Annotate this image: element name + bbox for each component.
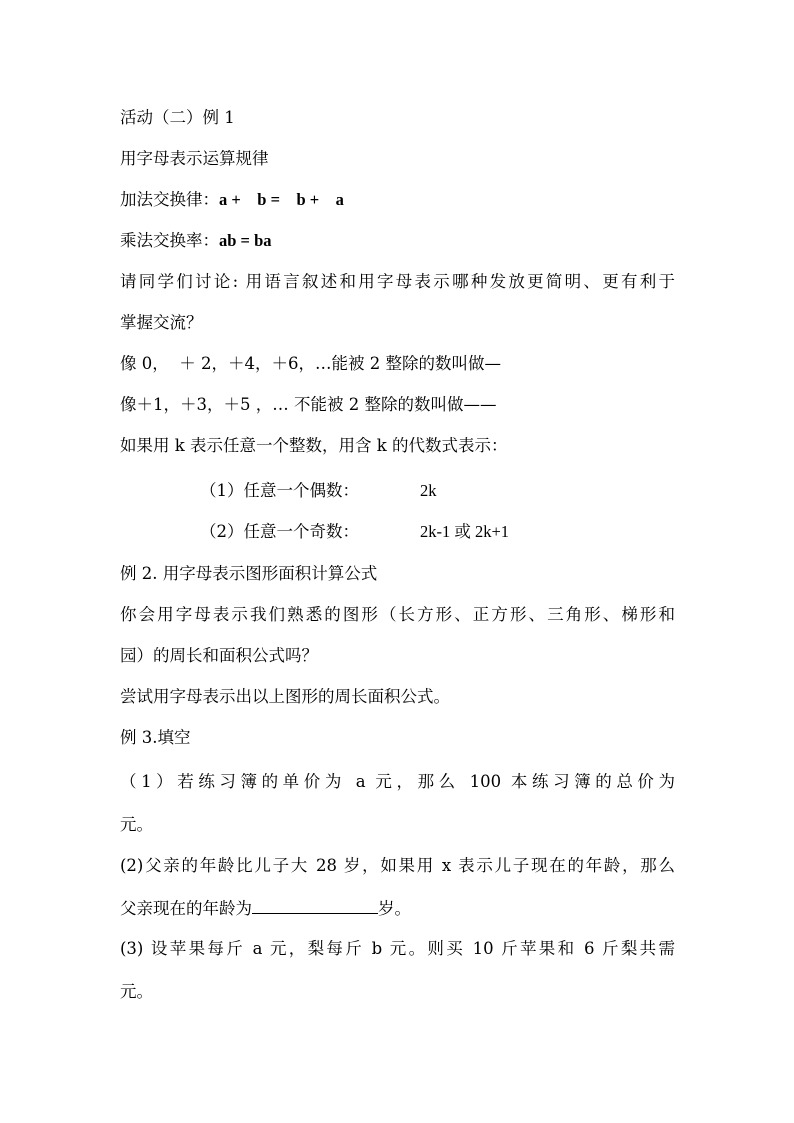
- example2-title: 例 2. 用字母表示图形面积计算公式: [120, 564, 378, 583]
- discussion-line-2: 掌握交流？: [120, 313, 203, 332]
- question3-line-1: (3) 设苹果每斤 a 元，梨每斤 b 元。则买 10 斤苹果和 6 斤梨共需: [120, 939, 675, 958]
- question2-line-1: (2)父亲的年龄比儿子大 28 岁，如果用 x 表示儿子现在的年龄，那么: [120, 856, 675, 875]
- question2-prefix: 父亲现在的年龄为: [120, 899, 252, 918]
- odd-item-label: （2）任意一个奇数：: [200, 522, 359, 541]
- question1-line-1: （1）若练习簿的单价为 a 元，那么 100 本练习簿的总价为: [120, 772, 675, 791]
- even-item: [200, 479, 437, 503]
- odd-item-value: 2k-1 或 2k+1: [420, 522, 510, 541]
- example2-question-line-2: 园）的周长和面积公式吗？: [120, 646, 318, 665]
- answer-blank[interactable]: [252, 895, 378, 914]
- even-item-value: 2k: [420, 481, 437, 500]
- odd-number-line: 像＋1，＋3，＋5 ，… 不能被 2 整除的数叫做——: [120, 395, 497, 414]
- addition-law-label: 加法交换律：: [120, 190, 219, 209]
- example2-question-line-1: 你会用字母表示我们熟悉的图形（长方形、正方形、三角形、梯形和: [120, 605, 675, 624]
- question1-line-2: 元。: [120, 815, 153, 834]
- question2-line-2: [120, 895, 411, 921]
- question2-suffix: 岁。: [378, 899, 411, 918]
- even-number-line: 像 0， ＋ 2，＋4，＋6，…能被 2 整除的数叫做—: [120, 354, 501, 373]
- example3-title: 例 3.填空: [120, 728, 191, 747]
- odd-item: [200, 520, 509, 544]
- section1-title: 用字母表示运算规律: [120, 149, 269, 168]
- addition-law: [120, 188, 344, 212]
- multiplication-law: [120, 229, 272, 253]
- example2-try: 尝试用字母表示出以上图形的周长面积公式。: [120, 687, 450, 706]
- activity-title: 活动（二）例 1: [120, 108, 235, 127]
- multiplication-law-formula: ab = ba: [219, 231, 272, 250]
- k-intro-line: 如果用 k 表示任意一个整数，用含 k 的代数式表示：: [120, 436, 508, 455]
- discussion-line-1: 请同学们讨论: 用语言叙述和用字母表示哪种发放更简明、更有利于: [120, 272, 675, 291]
- addition-law-formula: a + b = b + a: [219, 190, 344, 209]
- even-item-label: （1）任意一个偶数：: [200, 481, 359, 500]
- question3-line-2: 元。: [120, 982, 153, 1001]
- multiplication-law-label: 乘法交换率：: [120, 231, 219, 250]
